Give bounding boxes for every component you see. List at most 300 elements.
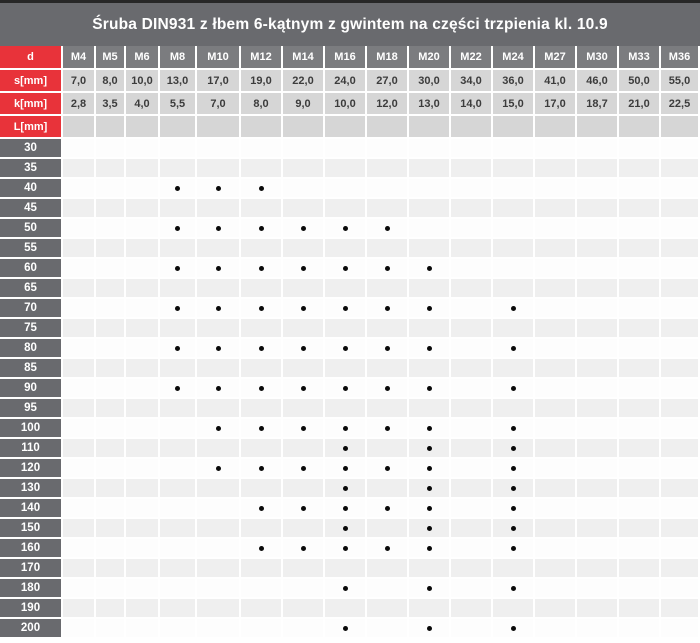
spec-value-cell: 15,0 [493, 93, 535, 116]
availability-cell [409, 239, 451, 259]
availability-cell [493, 299, 535, 319]
availability-cell [126, 339, 160, 359]
availability-cell [535, 559, 577, 579]
availability-cell [493, 459, 535, 479]
availability-cell [451, 179, 493, 199]
availability-cell [661, 439, 700, 459]
availability-cell [325, 299, 367, 319]
length-row-label: 100 [0, 419, 63, 439]
availability-cell [241, 619, 283, 639]
column-header-M12: M12 [241, 46, 283, 70]
availability-cell [126, 559, 160, 579]
column-header-M33: M33 [619, 46, 661, 70]
length-row-120 [0, 459, 700, 479]
availability-cell [325, 339, 367, 359]
availability-cell [661, 359, 700, 379]
availability-cell [126, 319, 160, 339]
length-row-label: 55 [0, 239, 63, 259]
availability-cell [367, 479, 409, 499]
spec-value-cell: 10,0 [126, 70, 160, 93]
availability-cell [367, 439, 409, 459]
availability-cell [96, 519, 126, 539]
availability-cell [619, 139, 661, 159]
availability-cell [619, 179, 661, 199]
availability-cell [535, 179, 577, 199]
availability-cell [367, 219, 409, 239]
spec-value-cell: 7,0 [63, 70, 96, 93]
availability-cell [197, 259, 241, 279]
availability-cell [96, 159, 126, 179]
availability-cell [63, 339, 96, 359]
availability-cell [535, 579, 577, 599]
availability-cell [283, 539, 325, 559]
page-title [0, 0, 700, 46]
length-row-130 [0, 479, 700, 499]
availability-dot-icon [427, 506, 432, 511]
availability-cell [535, 399, 577, 419]
availability-cell [577, 319, 619, 339]
availability-dot-icon [343, 346, 348, 351]
availability-cell [197, 299, 241, 319]
availability-cell [63, 419, 96, 439]
availability-cell [409, 459, 451, 479]
availability-dot-icon [427, 486, 432, 491]
availability-cell [619, 259, 661, 279]
availability-dot-icon [259, 466, 264, 471]
availability-cell [493, 159, 535, 179]
availability-cell [661, 219, 700, 239]
availability-dot-icon [216, 186, 221, 191]
availability-cell [325, 519, 367, 539]
availability-cell [535, 379, 577, 399]
availability-cell [577, 519, 619, 539]
availability-cell [126, 279, 160, 299]
length-row-label: 120 [0, 459, 63, 479]
availability-cell [367, 179, 409, 199]
length-row-label: 35 [0, 159, 63, 179]
availability-cell [493, 259, 535, 279]
availability-cell [535, 279, 577, 299]
availability-dot-icon [427, 266, 432, 271]
availability-cell [451, 499, 493, 519]
availability-cell [96, 139, 126, 159]
availability-cell [409, 179, 451, 199]
spec-value-cell [535, 116, 577, 139]
availability-dot-icon [175, 226, 180, 231]
availability-dot-icon [343, 586, 348, 591]
availability-cell [283, 579, 325, 599]
length-row-label: 130 [0, 479, 63, 499]
availability-cell [325, 499, 367, 519]
availability-cell [160, 359, 197, 379]
availability-cell [661, 479, 700, 499]
column-header-M5: M5 [96, 46, 126, 70]
spec-value-cell: 3,5 [96, 93, 126, 116]
availability-cell [96, 559, 126, 579]
length-row-65 [0, 279, 700, 299]
availability-cell [451, 139, 493, 159]
availability-cell [661, 619, 700, 639]
availability-dot-icon [511, 486, 516, 491]
availability-cell [409, 259, 451, 279]
availability-dot-icon [259, 546, 264, 551]
availability-cell [325, 439, 367, 459]
spec-value-cell [241, 116, 283, 139]
availability-cell [197, 279, 241, 299]
availability-cell [451, 419, 493, 439]
availability-cell [367, 519, 409, 539]
availability-cell [325, 619, 367, 639]
spec-value-cell: 46,0 [577, 70, 619, 93]
availability-cell [63, 619, 96, 639]
availability-cell [451, 259, 493, 279]
availability-cell [63, 179, 96, 199]
availability-cell [283, 159, 325, 179]
availability-cell [409, 419, 451, 439]
availability-cell [241, 139, 283, 159]
availability-cell [367, 299, 409, 319]
availability-cell [126, 479, 160, 499]
availability-dot-icon [343, 386, 348, 391]
availability-dot-icon [427, 346, 432, 351]
spec-row-label: k[mm] [0, 93, 63, 116]
length-row-label: 80 [0, 339, 63, 359]
availability-cell [283, 459, 325, 479]
availability-cell [241, 459, 283, 479]
length-row-label: 60 [0, 259, 63, 279]
availability-cell [409, 199, 451, 219]
availability-cell [409, 619, 451, 639]
availability-cell [126, 399, 160, 419]
spec-value-cell [619, 116, 661, 139]
availability-cell [409, 359, 451, 379]
availability-dot-icon [427, 626, 432, 631]
availability-cell [493, 359, 535, 379]
availability-cell [241, 519, 283, 539]
availability-cell [325, 159, 367, 179]
availability-cell [197, 419, 241, 439]
availability-cell [283, 259, 325, 279]
availability-cell [197, 199, 241, 219]
availability-cell [283, 139, 325, 159]
availability-cell [409, 219, 451, 239]
spec-value-cell: 2,8 [63, 93, 96, 116]
spec-value-cell: 12,0 [367, 93, 409, 116]
spec-row-kmm [0, 93, 700, 116]
column-header-M8: M8 [160, 46, 197, 70]
availability-cell [325, 359, 367, 379]
availability-cell [535, 419, 577, 439]
availability-cell [96, 439, 126, 459]
availability-cell [96, 399, 126, 419]
availability-dot-icon [343, 546, 348, 551]
length-row-100 [0, 419, 700, 439]
availability-cell [96, 419, 126, 439]
availability-cell [126, 599, 160, 619]
availability-cell [451, 199, 493, 219]
length-row-85 [0, 359, 700, 379]
availability-cell [577, 619, 619, 639]
availability-cell [325, 459, 367, 479]
availability-cell [283, 239, 325, 259]
spec-value-cell: 27,0 [367, 70, 409, 93]
availability-cell [451, 379, 493, 399]
availability-cell [409, 479, 451, 499]
availability-cell [96, 359, 126, 379]
availability-cell [197, 379, 241, 399]
availability-cell [96, 199, 126, 219]
availability-cell [451, 479, 493, 499]
availability-dot-icon [385, 466, 390, 471]
length-row-label: 150 [0, 519, 63, 539]
availability-cell [325, 239, 367, 259]
availability-cell [535, 479, 577, 499]
availability-cell [283, 179, 325, 199]
spec-row-label: s[mm] [0, 70, 63, 93]
column-header-M10: M10 [197, 46, 241, 70]
spec-value-cell: 13,0 [409, 93, 451, 116]
availability-cell [96, 239, 126, 259]
spec-value-cell [283, 116, 325, 139]
availability-cell [241, 299, 283, 319]
availability-dot-icon [259, 346, 264, 351]
availability-dot-icon [427, 426, 432, 431]
availability-cell [577, 559, 619, 579]
availability-cell [535, 239, 577, 259]
availability-cell [409, 339, 451, 359]
availability-dot-icon [301, 306, 306, 311]
availability-cell [409, 139, 451, 159]
spec-value-cell: 21,0 [619, 93, 661, 116]
availability-cell [661, 159, 700, 179]
spec-value-cell [160, 116, 197, 139]
availability-dot-icon [301, 266, 306, 271]
availability-cell [160, 179, 197, 199]
availability-cell [325, 179, 367, 199]
availability-cell [160, 139, 197, 159]
column-header-M6: M6 [126, 46, 160, 70]
availability-cell [661, 199, 700, 219]
availability-cell [619, 219, 661, 239]
availability-cell [451, 559, 493, 579]
availability-dot-icon [301, 506, 306, 511]
availability-dot-icon [301, 386, 306, 391]
availability-dot-icon [385, 426, 390, 431]
length-row-95 [0, 399, 700, 419]
availability-dot-icon [385, 306, 390, 311]
column-header-M16: M16 [325, 46, 367, 70]
availability-cell [493, 519, 535, 539]
availability-cell [493, 619, 535, 639]
length-row-45 [0, 199, 700, 219]
availability-cell [63, 139, 96, 159]
availability-cell [126, 179, 160, 199]
availability-cell [63, 319, 96, 339]
availability-cell [241, 319, 283, 339]
availability-cell [160, 599, 197, 619]
availability-cell [160, 439, 197, 459]
availability-cell [661, 299, 700, 319]
availability-cell [241, 359, 283, 379]
availability-cell [63, 239, 96, 259]
availability-cell [241, 159, 283, 179]
availability-dot-icon [259, 386, 264, 391]
availability-cell [63, 559, 96, 579]
availability-cell [661, 179, 700, 199]
availability-cell [325, 379, 367, 399]
diameter-header-row [0, 46, 700, 70]
availability-dot-icon [259, 506, 264, 511]
availability-cell [661, 579, 700, 599]
availability-cell [661, 539, 700, 559]
availability-cell [63, 359, 96, 379]
availability-cell [63, 579, 96, 599]
availability-dot-icon [216, 226, 221, 231]
spec-value-cell [325, 116, 367, 139]
availability-cell [493, 419, 535, 439]
availability-cell [241, 579, 283, 599]
availability-cell [325, 599, 367, 619]
availability-dot-icon [343, 506, 348, 511]
spec-value-cell: 17,0 [197, 70, 241, 93]
availability-cell [451, 519, 493, 539]
availability-cell [63, 159, 96, 179]
availability-dot-icon [343, 626, 348, 631]
availability-cell [661, 259, 700, 279]
availability-cell [325, 279, 367, 299]
availability-cell [493, 439, 535, 459]
spec-value-cell [493, 116, 535, 139]
availability-cell [197, 239, 241, 259]
availability-cell [96, 599, 126, 619]
availability-cell [283, 519, 325, 539]
spec-value-cell [63, 116, 96, 139]
availability-cell [493, 319, 535, 339]
spec-value-cell [197, 116, 241, 139]
availability-cell [577, 599, 619, 619]
availability-cell [325, 319, 367, 339]
availability-cell [367, 399, 409, 419]
availability-cell [535, 359, 577, 379]
availability-cell [493, 479, 535, 499]
availability-cell [535, 299, 577, 319]
availability-cell [367, 419, 409, 439]
availability-cell [367, 559, 409, 579]
length-row-label: 160 [0, 539, 63, 559]
availability-dot-icon [385, 226, 390, 231]
spec-value-cell: 17,0 [535, 93, 577, 116]
availability-cell [197, 359, 241, 379]
availability-cell [409, 319, 451, 339]
length-row-label: 70 [0, 299, 63, 319]
availability-dot-icon [511, 586, 516, 591]
availability-cell [367, 159, 409, 179]
availability-cell [241, 219, 283, 239]
availability-cell [160, 519, 197, 539]
availability-cell [160, 459, 197, 479]
availability-cell [493, 399, 535, 419]
availability-cell [451, 579, 493, 599]
availability-cell [409, 559, 451, 579]
availability-dot-icon [427, 386, 432, 391]
availability-cell [409, 279, 451, 299]
spec-row-Lmm [0, 116, 700, 139]
spec-value-cell: 7,0 [197, 93, 241, 116]
availability-cell [63, 199, 96, 219]
spec-value-cell: 50,0 [619, 70, 661, 93]
availability-cell [96, 179, 126, 199]
availability-cell [126, 439, 160, 459]
availability-cell [619, 579, 661, 599]
availability-cell [619, 199, 661, 219]
availability-cell [63, 299, 96, 319]
availability-cell [96, 299, 126, 319]
availability-dot-icon [343, 466, 348, 471]
availability-dot-icon [385, 266, 390, 271]
availability-cell [126, 219, 160, 239]
availability-cell [535, 199, 577, 219]
availability-dot-icon [259, 226, 264, 231]
availability-cell [96, 279, 126, 299]
availability-cell [661, 279, 700, 299]
availability-cell [241, 479, 283, 499]
availability-cell [535, 219, 577, 239]
availability-cell [577, 419, 619, 439]
availability-cell [619, 559, 661, 579]
availability-cell [126, 579, 160, 599]
availability-cell [577, 359, 619, 379]
availability-cell [96, 579, 126, 599]
availability-cell [96, 339, 126, 359]
availability-cell [409, 539, 451, 559]
availability-cell [493, 599, 535, 619]
availability-cell [619, 339, 661, 359]
availability-cell [535, 259, 577, 279]
spec-value-cell: 36,0 [493, 70, 535, 93]
availability-cell [367, 259, 409, 279]
availability-cell [577, 299, 619, 319]
availability-dot-icon [511, 626, 516, 631]
availability-dot-icon [216, 306, 221, 311]
availability-cell [577, 139, 619, 159]
availability-cell [619, 439, 661, 459]
column-header-M4: M4 [63, 46, 96, 70]
availability-dot-icon [511, 526, 516, 531]
availability-cell [619, 159, 661, 179]
availability-cell [63, 379, 96, 399]
availability-cell [63, 219, 96, 239]
spec-value-cell: 19,0 [241, 70, 283, 93]
availability-cell [96, 539, 126, 559]
availability-dot-icon [511, 346, 516, 351]
availability-cell [197, 399, 241, 419]
availability-cell [451, 279, 493, 299]
availability-cell [535, 319, 577, 339]
availability-cell [493, 379, 535, 399]
availability-cell [619, 499, 661, 519]
availability-dot-icon [259, 186, 264, 191]
availability-cell [619, 459, 661, 479]
availability-dot-icon [427, 466, 432, 471]
availability-cell [451, 599, 493, 619]
availability-cell [367, 139, 409, 159]
length-row-160 [0, 539, 700, 559]
availability-cell [577, 179, 619, 199]
spec-value-cell: 18,7 [577, 93, 619, 116]
availability-dot-icon [301, 426, 306, 431]
availability-cell [160, 259, 197, 279]
availability-cell [96, 479, 126, 499]
